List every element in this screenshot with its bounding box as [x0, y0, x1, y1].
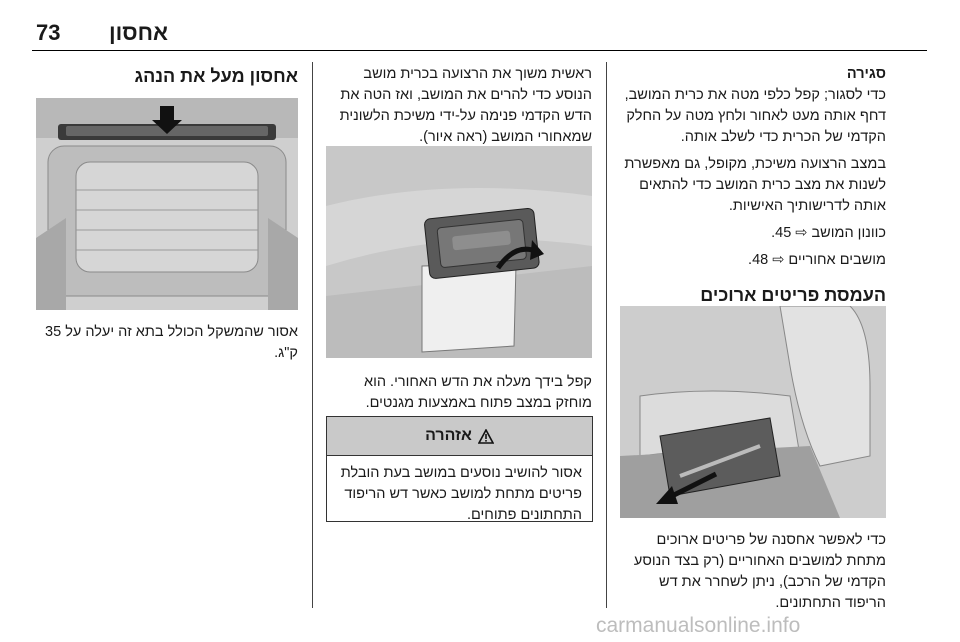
warning-body: אסור להושיב נוסעים במושב בעת הובלת פריטים מתחת למושב כאשר דש הריפוד התחתונים פתוחים.	[340, 465, 582, 523]
column-right	[36, 64, 298, 88]
overhead-storage-illustration	[36, 98, 298, 310]
section-title: אחסון	[108, 20, 168, 45]
seat-adjust-reference: כוונון המושב ⇨ 45.	[771, 225, 886, 241]
closing-title: סגירה	[846, 66, 886, 82]
column-divider	[606, 62, 607, 608]
page-number: 73	[36, 20, 61, 45]
warning-header	[327, 417, 592, 456]
weight-limit-note: אסור שהמשקל הכולל בתא זה יעלה על 35 ק"ג.	[45, 324, 298, 361]
warning-title: אזהרה	[425, 427, 472, 444]
figure-long-items	[620, 306, 886, 518]
long-items-illustration	[620, 306, 886, 518]
figure-seat-flap	[326, 146, 592, 358]
section-heading: אחסון מעל את הנהג	[134, 66, 298, 86]
column-middle-lower	[324, 372, 592, 414]
column-middle	[324, 64, 592, 148]
seat-flap-illustration	[326, 146, 592, 358]
closing-paragraph: כדי לסגור; קפל כלפי מטה את כרית המושב, דחף אותה מעט לאחור ולחץ מטה על החלק הקדמי של הכרית כדי לשלב אותה.	[624, 87, 886, 145]
page-header	[0, 0, 960, 52]
column-left	[618, 64, 886, 307]
warning-triangle-icon	[478, 429, 494, 444]
figure-overhead-storage	[36, 98, 298, 310]
header-rule	[32, 50, 927, 51]
column-divider	[312, 62, 313, 608]
rear-seats-reference: מושבים אחוריים ⇨ 48.	[748, 252, 886, 268]
column-right-caption	[36, 322, 298, 364]
watermark: carmanualsonline.info	[596, 614, 801, 637]
intro-paragraph: ראשית משוך את הרצועה בכרית מושב הנוסע כדי להרים את המושב, ואז הטה את הדש הקדמי פנימה על-ידי משיכת הלשונית שמאחורי המושב (ראה איור).	[339, 66, 592, 145]
column-left-lower	[618, 530, 886, 614]
magnet-paragraph: קפל בידך מעלה את הדש האחורי. הוא מוחזק במצב פתוח באמצעות מגנטים.	[363, 374, 592, 411]
strap-paragraph: במצב הרצועה משיכת, מקופל, גם מאפשרת לשנות את מצב כרית המושב כדי להתאים אותה לדרישותיך האישיות.	[624, 156, 886, 214]
long-items-heading: העמסת פריטים ארוכים	[700, 285, 886, 305]
warning-box	[326, 416, 593, 522]
long-items-paragraph: כדי לאפשר אחסנה של פריטים ארוכים מתחת למושבים האחוריים (רק בצד הנוסע הקדמי של הרכב), ניתן לשחרר את דש הריפוד התחתונים.	[633, 532, 886, 611]
